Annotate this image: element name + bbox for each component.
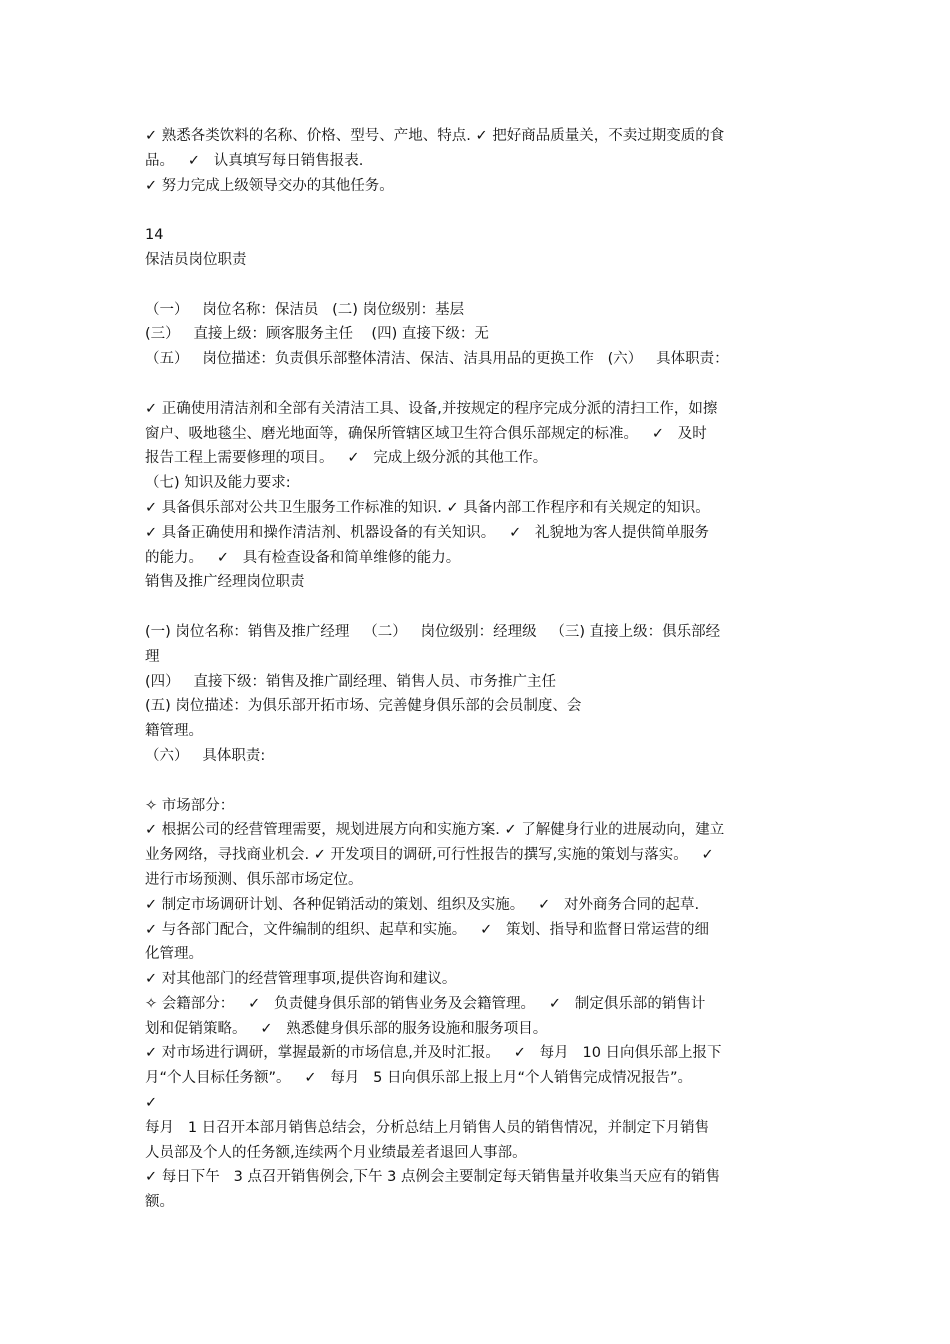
- text-line: ✓ 每日下午 3 点召开销售例会,下午 3 点例会主要制定每天销售量并收集当天应有的销售: [145, 1169, 720, 1186]
- blank-line: [145, 769, 815, 794]
- text-line: ✓ 制定市场调研计划、各种促销活动的策划、组织及实施。 ✓ 对外商务合同的起草.: [145, 896, 700, 913]
- text-line: 额。: [145, 1194, 174, 1211]
- blank-line: [145, 273, 815, 298]
- section-title: 销售及推广经理岗位职责: [145, 574, 305, 591]
- text-line: （一） 岗位名称：保洁员 (二) 岗位级别：基层: [145, 301, 465, 318]
- text-line: 报告工程上需要修理的项目。 ✓ 完成上级分派的其他工作。: [145, 450, 548, 467]
- text-line: 进行市场预测、俱乐部市场定位。: [145, 871, 363, 888]
- text-line: 的能力。 ✓ 具有检查设备和简单维修的能力。: [145, 549, 461, 566]
- text-line: (一) 岗位名称：销售及推广经理 （二） 岗位级别：经理级 （三) 直接上级：俱乐部经: [145, 623, 721, 640]
- text-line: 业务网络，寻找商业机会. ✓ 开发项目的调研,可行性报告的撰写,实施的策划与落实。 ✓: [145, 847, 714, 864]
- subsection-title: ✧ 市场部分：: [145, 797, 235, 814]
- text-line: ✓ 熟悉各类饮料的名称、价格、型号、产地、特点. ✓ 把好商品质量关，不卖过期变质的食: [145, 128, 725, 144]
- text-line: (四） 直接下级：销售及推广副经理、销售人员、市务推广主任: [145, 673, 556, 690]
- text-line: ✓ 根据公司的经营管理需要，规划进展方向和实施方案. ✓ 了解健身行业的进展动向，建立: [145, 822, 725, 839]
- text-line: （七) 知识及能力要求:: [145, 475, 291, 492]
- blank-line: [145, 595, 815, 620]
- text-line: （五） 岗位描述：负责俱乐部整体清洁、保洁、洁具用品的更换工作 (六） 具体职责：: [145, 351, 729, 368]
- text-line: ✓ 具备俱乐部对公共卫生服务工作标准的知识. ✓ 具备内部工作程序和有关规定的知识。: [145, 499, 710, 516]
- text-line: 理: [145, 648, 160, 665]
- check-mark: ✓: [145, 1095, 158, 1112]
- text-line: (五) 岗位描述：为俱乐部开拓市场、完善健身俱乐部的会员制度、会: [145, 698, 582, 715]
- text-line: 每月 1 日召开本部月销售总结会，分析总结上月销售人员的销售情况，并制定下月销售: [145, 1119, 710, 1136]
- text-line: 划和促销策略。 ✓ 熟悉健身俱乐部的服务设施和服务项目。: [145, 1020, 548, 1037]
- text-line: ✓ 对市场进行调研，掌握最新的市场信息,并及时汇报。 ✓ 每月 10 日向俱乐部上报下: [145, 1045, 722, 1062]
- text-line: 籍管理。: [145, 723, 203, 740]
- text-line: ✧ 会籍部分： ✓ 负责健身俱乐部的销售业务及会籍管理。 ✓ 制定俱乐部的销售计: [145, 995, 706, 1012]
- text-line: ✓ 努力完成上级领导交办的其他任务。: [145, 177, 394, 194]
- page-number: 14: [145, 227, 164, 244]
- text-line: ✓ 正确使用清洁剂和全部有关清洁工具、设备,并按规定的程序完成分派的清扫工作，如擦: [145, 400, 718, 417]
- text-line: 月“个人目标任务额”。 ✓ 每月 5 日向俱乐部上报上月“个人销售完成情况报告”。: [145, 1070, 693, 1087]
- text-line: 窗户、吸地毯尘、磨光地面等，确保所管辖区域卫生符合俱乐部规定的标准。 ✓ 及时: [145, 425, 707, 442]
- text-line: 品。 ✓ 认真填写每日销售报表.: [145, 152, 364, 169]
- blank-line: [145, 198, 815, 223]
- blank-line: [145, 372, 815, 397]
- text-line: ✓ 与各部门配合，文件编制的组织、起草和实施。 ✓ 策划、指导和监督日常运营的细: [145, 921, 710, 938]
- text-line: (三） 直接上级：顾客服务主任 (四) 直接下级：无: [145, 326, 489, 343]
- text-line: ✓ 具备正确使用和操作清洁剂、机器设备的有关知识。 ✓ 礼貌地为客人提供简单服务: [145, 524, 710, 541]
- text-line: 化管理。: [145, 946, 203, 963]
- document-body: [145, 124, 815, 1215]
- section-title: 保洁员岗位职责: [145, 251, 247, 268]
- text-line: （六） 具体职责:: [145, 747, 266, 764]
- text-line: ✓ 对其他部门的经营管理事项,提供咨询和建议。: [145, 971, 457, 988]
- text-line: 人员部及个人的任务额,连续两个月业绩最差者退回人事部。: [145, 1144, 527, 1161]
